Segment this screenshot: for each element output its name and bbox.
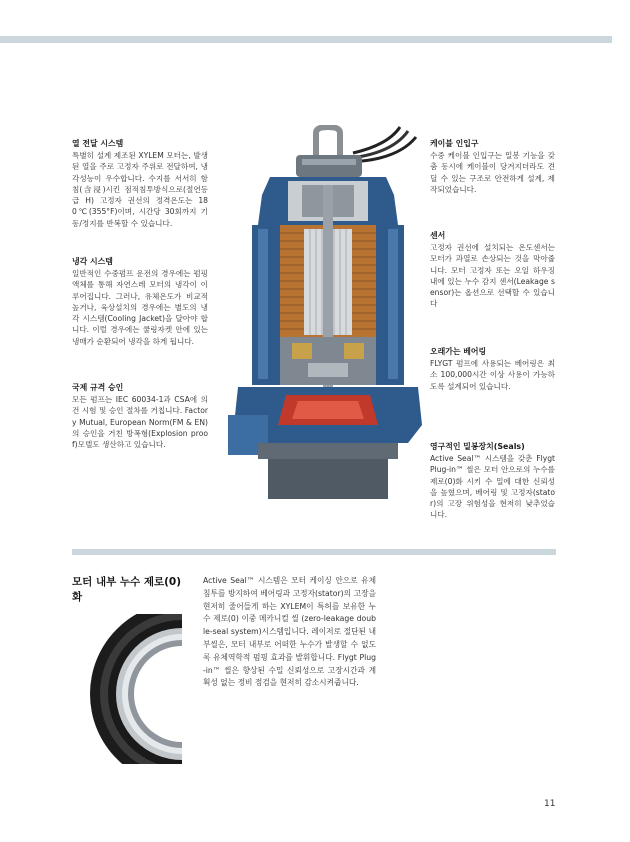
top-divider-bar — [0, 36, 612, 43]
section-title: 국제 규격 승인 — [72, 383, 124, 392]
seals-body: Active Seal™ 시스템을 갖춘 Flygt Plug-in™ 씰은 모터 안으로의 누수를 제로(0)화 시키 수 밀에 대한 신뢰성을 높혔으며, 베어링 및 고정자(stator)의 고장 위험성을 현저히 낮추었습니다. — [430, 454, 555, 520]
cable-entry-section — [430, 138, 555, 195]
section-title: 열 전달 시스템 — [72, 139, 124, 148]
motor-leak-body: Active Seal™ 시스템은 모터 케이싱 안으로 유체 침투를 방지하여 베어링과 고정자(stator)의 고장을 현저히 줄어들게 하는 XYLEM이 특허를 보유한 누수 제로(0) 이중 메카니컬 씰 (zero-leakage double-seal system)시스템입니다. 레이저로 절단된 내부씰은, 모터 내부로 어떠한 누수가 발생할 수 없도록 유체역학적 펌핑 효과를 발휘합니다. Flygt Plug-in™ 씰은 향상된 수밀 신뢰성으로 고장시간과 계획성 없는 정비 점검을 현저히 감소시켜줍니다. — [203, 576, 376, 688]
international-approval-section — [72, 382, 208, 450]
page-number: 11 — [544, 799, 556, 809]
section-body: 일반적인 수중펌프 운전의 경우에는 펌핑액체를 통해 자연스레 모터의 냉각이 이루어집니다. 그러나, 유체온도가 비교적 높거나, 육상설치의 경우에는 별도의 냉각 시스템(Cooling Jacket)을 달아야 합니다. 이럴 경우에는 쿨링자켓 안에 있는 냉매가 순환되어 냉각을 하게 됩니다. — [72, 269, 208, 346]
section-title: 케이블 인입구 — [430, 139, 479, 148]
middle-divider-bar — [72, 549, 556, 555]
cooling-system-section — [72, 256, 208, 347]
sensor-section — [430, 230, 555, 310]
mechanical-seal-illustration — [78, 614, 182, 764]
pump-cutaway-illustration — [228, 125, 428, 525]
section-title: 센서 — [430, 231, 446, 240]
bearing-section — [430, 346, 555, 392]
section-body: 특별히 설계 제조된 XYLEM 모터는, 발생된 열을 주로 고정자 주위로 전달하여, 냉각성능이 우수합니다. 수지를 서서히 함침(含浸)시킨 점적침투방식으로(절연등급 H) 고정자 권선의 정격온도는 180℃(355°F)이며, 시간당 30회까지 기동/정지를 반복할 수 있습니다. — [72, 151, 208, 228]
motor-leak-title: 모터 내부 누수 제로(0)화 — [72, 576, 182, 603]
heat-transfer-section — [72, 138, 208, 229]
section-body: 수중 케이블 인입구는 밀봉 기능을 갖춤 동시에 케이블이 당겨지더라도 견딜 수 있는 구조로 안전하게 설계, 제작되었습니다. — [430, 151, 555, 194]
seals-title: 영구적인 밀봉장치(Seals) — [430, 442, 525, 451]
seals-section — [430, 453, 555, 521]
section-title: 오래가는 베어링 — [430, 347, 487, 356]
section-body: 고정자 권선에 설치되는 온도센서는 모터가 과열로 손상되는 것을 막아줍니다. 모터 고정자 또는 오일 하우징 내에 있는 누수 감지 센서(Leakage sensor)는 옵션으로 선택할 수 있습니다 — [430, 243, 555, 309]
section-body: FLYGT 펌프에 사용되는 베어링은 최소 100,000시간 이상 사용이 가능하도록 설계되어 있습니다. — [430, 359, 555, 391]
section-body: 모든 펌프는 IEC 60034-1과 CSA에 의건 시험 및 승인 절차를 거칩니다. Factory Mutual, European Norm(FM & EN)의 승인을 거친 방폭형(Explosion proof)모델도 생산하고 있습니다. — [72, 395, 208, 450]
section-title: 냉각 시스템 — [72, 257, 113, 266]
